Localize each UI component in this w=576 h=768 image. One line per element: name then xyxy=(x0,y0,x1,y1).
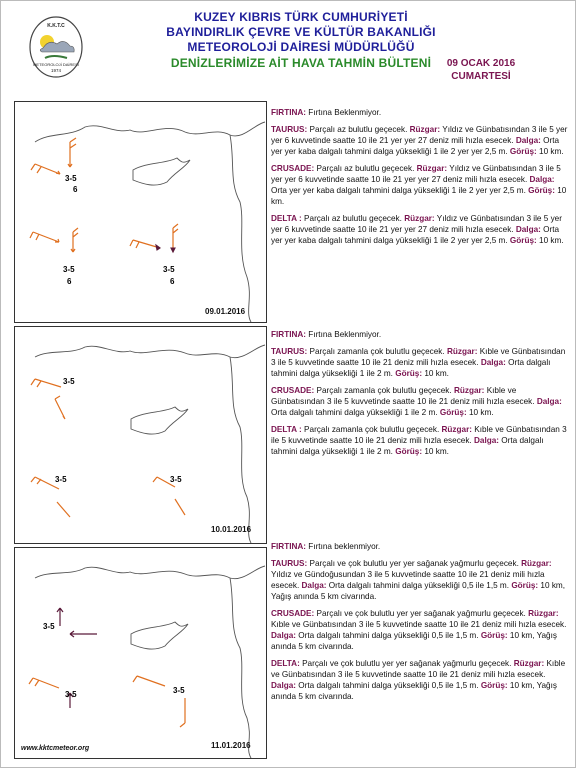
keyword: Rüzgar: xyxy=(416,164,448,173)
wind-label: 3-5 xyxy=(173,686,185,695)
taurus-paragraph xyxy=(271,346,571,379)
header-ministry: BAYINDIRLIK ÇEVRE VE KÜLTÜR BAKANLIĞI xyxy=(166,25,436,39)
keyword: Rüzgar: xyxy=(521,559,552,568)
text: Fırtına Beklenmiyor. xyxy=(306,330,382,339)
header-country: KUZEY KIBRIS TÜRK CUMHURİYETİ xyxy=(194,10,408,24)
wind-label: 3-5 xyxy=(65,174,77,183)
forecast-text-day1 xyxy=(271,107,571,252)
text: Kıble ve Günbatısından 3 ile 5 kuvvetinde saatte 10 ile 21 deniz mili hızla esecek. xyxy=(271,425,567,445)
coastline-map xyxy=(35,345,265,543)
text: 10 km, Yağış anında 5 km civarında. xyxy=(271,681,557,701)
keyword: Rüzgar: xyxy=(409,125,441,134)
text: 10 km, Yağış anında 5 km civarında. xyxy=(271,631,557,651)
keyword: Rüzgar: xyxy=(441,425,472,434)
keyword: Rüzgar: xyxy=(453,386,485,395)
issue-date xyxy=(421,57,541,83)
keyword: Dalga: xyxy=(301,581,327,590)
text: Orta yer yer kaba dalgalı tahmini dalga yüksekliği 1 ile 2 yer yer 2,5 m. xyxy=(271,136,560,156)
keyword: Görüş: xyxy=(480,681,508,690)
text: Yıldız ve Gündoğusundan 3 ile 5 kuvvetinde saatte 10 ile 21 deniz mili hızla esecek. xyxy=(271,570,545,590)
forecast-text-day2 xyxy=(271,329,571,463)
text: Orta dalgalı tahmini dalga yüksekliği 0,5 ile 1,5 m. xyxy=(326,581,512,590)
keyword: Görüş: xyxy=(509,147,537,156)
text: 10 km. xyxy=(422,369,449,378)
keyword: FIRTINA: xyxy=(271,542,307,551)
wind-label: 3-5 xyxy=(170,475,182,484)
keyword: FIRTINA: xyxy=(271,330,307,339)
storm-paragraph xyxy=(271,329,571,340)
keyword: CRUSADE: xyxy=(271,609,315,618)
crusade-paragraph xyxy=(271,608,571,652)
keyword: Dalga: xyxy=(515,136,541,145)
keyword: TAURUS: xyxy=(271,347,308,356)
text: 10 km, Yağış anında 5 km civarında. xyxy=(271,581,566,601)
website-link[interactable]: www.kktcmeteor.org xyxy=(21,745,90,752)
keyword: Görüş: xyxy=(528,186,555,195)
text: Orta dalgalı tahmini dalga yüksekliği 1 ile 2 m. xyxy=(271,408,440,417)
text: Orta dalgalı tahmini dalga yüksekliği 1 ile 2 m. xyxy=(271,358,551,378)
text: Parçalı ve çok bulutlu yer yer sağanak yağmurlu geçecek. xyxy=(314,609,529,618)
wind-label: 3-5 xyxy=(65,690,77,699)
keyword: Rüzgar: xyxy=(513,659,545,668)
keyword: FIRTINA: xyxy=(271,108,307,117)
keyword: Rüzgar: xyxy=(404,214,435,223)
keyword: Dalga: xyxy=(271,681,297,690)
keyword: Görüş: xyxy=(480,631,508,640)
keyword: Dalga: xyxy=(529,175,555,184)
keyword: Görüş: xyxy=(439,408,467,417)
text: Kıble ve Günbatısından 3 ile 5 kuvvetinde saatte 10 ile 21 deniz mili hızla esecek. xyxy=(271,620,567,629)
delta-paragraph xyxy=(271,658,571,702)
map-panel-day1 xyxy=(14,101,267,323)
wind-arrows-day3 xyxy=(29,676,185,727)
text: 10 km. xyxy=(466,408,494,417)
text: Parçalı az bulutlu geçecek. xyxy=(301,214,405,223)
text: 10 km. xyxy=(536,236,564,245)
panel-date: 10.01.2016 xyxy=(211,525,252,534)
keyword: Görüş: xyxy=(509,236,537,245)
keyword: Dalga: xyxy=(473,436,500,445)
forecast-text-day3 xyxy=(271,541,571,708)
keyword: Dalga: xyxy=(515,225,541,234)
text: 10 km. xyxy=(422,447,449,456)
panel-date: 11.01.2016 xyxy=(211,741,251,750)
keyword: Görüş: xyxy=(511,581,539,590)
text: Fırtına Beklenmiyor. xyxy=(306,108,382,117)
crusade-paragraph xyxy=(271,163,571,207)
keyword: Rüzgar: xyxy=(446,347,478,356)
keyword: Dalga: xyxy=(271,631,297,640)
map-panel-day2 xyxy=(14,326,267,544)
logo-text-kktc: K.K.T.C xyxy=(47,23,65,29)
delta-paragraph xyxy=(271,213,571,246)
delta-paragraph xyxy=(271,424,571,457)
crusade-paragraph xyxy=(271,385,571,418)
storm-paragraph xyxy=(271,107,571,118)
text: Parçalı az bulutlu geçecek. xyxy=(314,164,417,173)
text: Yıldız ve Günbatısından 3 ile 5 yer yer 6 kuvvetinde saatte 10 ile 21 yer yer 27 deniz mili hızla esecek. xyxy=(271,164,561,184)
text: Kıble ve Günbatısından 3 ile 5 kuvvetinde saatte 10 ile 21 deniz mili hızla esecek. xyxy=(271,347,566,367)
keyword: CRUSADE: xyxy=(271,164,315,173)
text: Parçalı zamanla çok bulutlu geçecek. xyxy=(301,425,442,434)
wind-label: 3-5 xyxy=(63,265,75,274)
keyword: DELTA : xyxy=(271,214,302,223)
keyword: CRUSADE: xyxy=(271,386,315,395)
storm-paragraph xyxy=(271,541,571,552)
text: Fırtına beklenmiyor. xyxy=(306,542,381,551)
text: Orta dalgalı tahmini dalga yüksekliği 0,5 ile 1,5 m. xyxy=(296,631,481,640)
header-bulletin-title: DENİZLERİMİZE AİT HAVA TAHMİN BÜLTENİ xyxy=(170,56,432,70)
map-panel-day3 xyxy=(14,547,267,759)
text: 10 km. xyxy=(271,186,567,206)
logo-text-org: METEOROLOJİ DAİRESİ xyxy=(33,62,79,67)
text: Parçalı ve çok bulutlu yer yer sağanak yağmurlu geçecek. xyxy=(307,559,522,568)
meteorology-logo xyxy=(27,14,85,84)
text: Orta dalgalı tahmini dalga yüksekliği 0,5 ile 1,5 m. xyxy=(296,681,481,690)
keyword: Rüzgar: xyxy=(528,609,559,618)
keyword: TAURUS: xyxy=(271,125,308,134)
text: Parçalı zamanla çok bulutlu geçecek. xyxy=(314,386,454,395)
keyword: DELTA : xyxy=(271,425,302,434)
keyword: DELTA: xyxy=(271,659,300,668)
keyword: Dalga: xyxy=(536,397,562,406)
keyword: Görüş: xyxy=(395,447,423,456)
coastline-map xyxy=(35,566,265,758)
text: Yıldız ve Günbatısından 3 ile 5 yer yer 6 kuvvetinde saatte 10 ile 21 yer yer 27 deniz mili hızla esecek. xyxy=(271,125,568,145)
text: Parçalı az bulutlu geçecek. xyxy=(307,125,410,134)
text: Orta yer yer kaba dalgalı tahmini dalga yüksekliği 1 ile 2 yer yer 2,5 m. xyxy=(271,225,560,245)
text: 10 km. xyxy=(536,147,564,156)
text: Orta yer yer kaba dalgalı tahmini dalga yüksekliği 1 ile 2 yer yer 2,5 m. xyxy=(271,186,529,195)
wind-label: 3-5 xyxy=(163,265,175,274)
header-department: METEOROLOJİ DAİRESİ MÜDÜRLÜĞÜ xyxy=(187,40,415,54)
wind-label: 3-5 xyxy=(43,622,55,631)
issue-date-text: 09 OCAK 2016 xyxy=(446,58,516,69)
taurus-paragraph xyxy=(271,558,571,602)
wind-arrows-day1 xyxy=(30,138,178,252)
wind-label: 3-5 xyxy=(55,475,67,484)
text: Yıldız ve Günbatısından 3 ile 5 yer yer 6 kuvvetinde saatte 10 ile 21 yer yer 27 deniz mili hızla esecek. xyxy=(271,214,562,234)
text: Parçalı zamanla çok bulutlu geçecek. xyxy=(307,347,447,356)
keyword: Dalga: xyxy=(480,358,506,367)
wave-label: 6 xyxy=(67,277,72,286)
text: Orta dalgalı tahmini dalga yüksekliği 1 ile 2 m. xyxy=(271,436,544,456)
logo-text-year: 1974 xyxy=(50,68,62,73)
text: Kıble ve Günbatısından 3 ile 5 kuvvetinde saatte 10 ile 21 deniz mili hızla esecek. xyxy=(271,386,537,406)
text: Parçalı ve çok bulutlu yer yer sağanak yağmurlu geçecek. xyxy=(299,659,514,668)
keyword: TAURUS: xyxy=(271,559,308,568)
wind-label: 3-5 xyxy=(63,377,75,386)
wave-arrows-day1 xyxy=(156,245,175,252)
wave-label: 6 xyxy=(170,277,175,286)
taurus-paragraph xyxy=(271,124,571,157)
text: Kıble ve Günbatısından 3 ile 5 kuvvetinde saatte 10 ile 21 deniz mili hızla esecek. xyxy=(271,659,566,679)
wave-label: 6 xyxy=(73,185,78,194)
wind-arrows-day2 xyxy=(31,379,185,517)
keyword: Görüş: xyxy=(395,369,423,378)
issue-day-text: CUMARTESİ xyxy=(451,71,511,82)
wave-arrows-day3 xyxy=(57,608,97,708)
panel-date: 09.01.2016 xyxy=(205,307,246,316)
